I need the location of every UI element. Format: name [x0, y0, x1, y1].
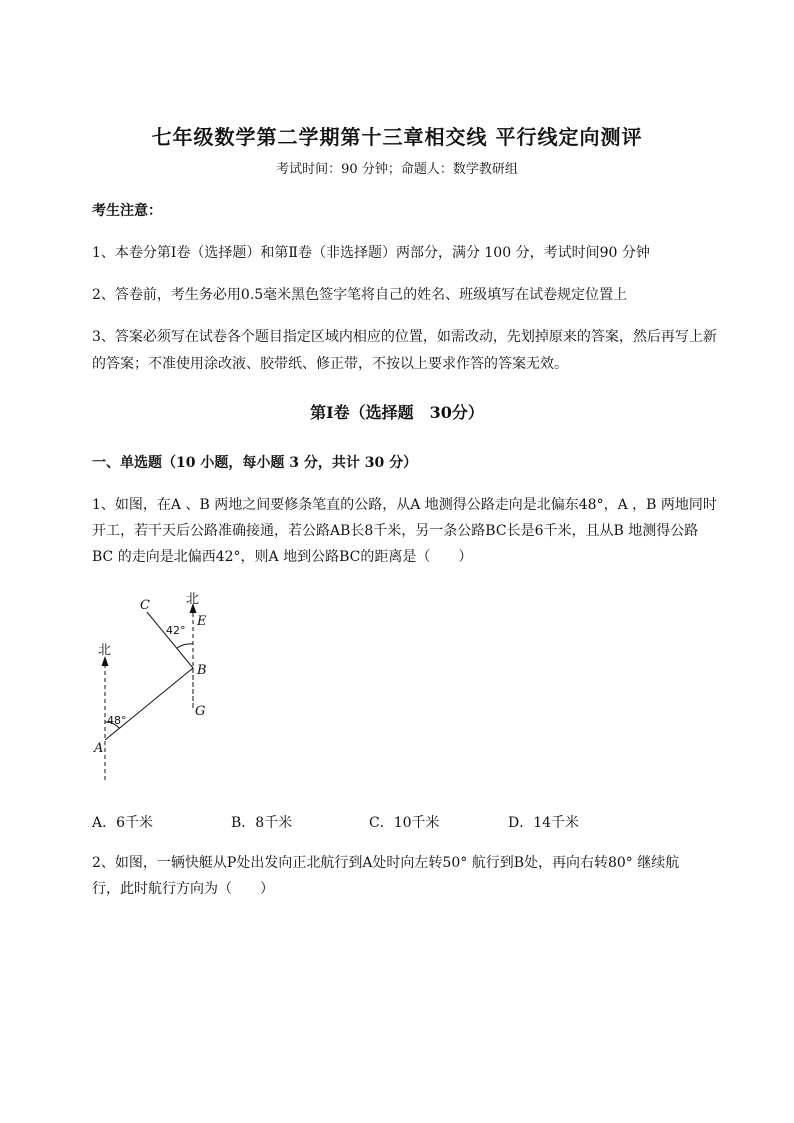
point-label-a: A: [94, 741, 104, 756]
q1-option-d[interactable]: D．14千米: [508, 815, 580, 831]
angle-label-b: 42°: [166, 624, 186, 637]
angle-arc-b: [177, 644, 193, 648]
notice-item-3: 3、答案必须写在试卷各个题目指定区域内相应的位置，如需改动，先划掉原来的答案，然后再写上新: [92, 329, 717, 345]
exam-title: 七年级数学第二学期第十三章相交线 平行线定向测评: [151, 125, 643, 149]
segment-ab: [105, 668, 193, 740]
point-label-e: E: [197, 614, 207, 629]
q1-option-b[interactable]: B．8千米: [231, 815, 293, 831]
q2-line-1: 2、如图，一辆快艇从P处出发向正北航行到A处时向左转50° 航行到B处，再向右转80° 继续航: [92, 855, 680, 871]
q1-figure: [85, 588, 225, 788]
point-label-g: G: [195, 704, 206, 719]
segment-bc: [147, 612, 193, 668]
q1-option-c[interactable]: C．10千米: [369, 815, 440, 831]
notice-item-1: 1、本卷分第Ⅰ卷（选择题）和第Ⅱ卷（非选择题）两部分，满分 100 分，考试时间90 分钟: [92, 245, 650, 261]
exam-subtitle: 考试时间：90 分钟；命题人：数学教研组: [276, 162, 518, 177]
q1-line-1: 1、如图，在A 、B 两地之间要修条笔直的公路，从A 地测得公路走向是北偏东48°，A ，B 两地同时: [92, 497, 717, 513]
notice-heading: 考生注意：: [92, 203, 162, 219]
section-title: 第Ⅰ卷（选择题 30分）: [310, 403, 484, 422]
q2-line-2: 行，此时航行方向为（ ）: [92, 881, 274, 897]
point-label-b: B: [197, 663, 207, 678]
q1-option-a[interactable]: A．6千米: [92, 815, 154, 831]
q1-line-3: BC 的走向是北偏西42°，则A 地到公路BC的距离是（ ）: [92, 549, 473, 565]
north-label-a: 北: [98, 643, 112, 658]
notice-item-3-cont: 的答案；不准使用涂改液、胶带纸、修正带，不按以上要求作答的答案无效。: [92, 356, 568, 372]
north-label-b: 北: [186, 592, 200, 607]
notice-item-2: 2、答卷前，考生务必用0.5毫米黑色签字笔将自己的姓名、班级填写在试卷规定位置上: [92, 287, 628, 303]
part-heading: 一、单选题（10 小题，每小题 3 分，共计 30 分）: [92, 455, 418, 471]
point-label-c: C: [140, 598, 150, 613]
angle-label-a: 48°: [107, 714, 127, 727]
q1-line-2: 开工，若干天后公路准确接通，若公路AB长8千米，另一条公路BC长是6千米，且从B 地测得公路: [92, 523, 699, 539]
